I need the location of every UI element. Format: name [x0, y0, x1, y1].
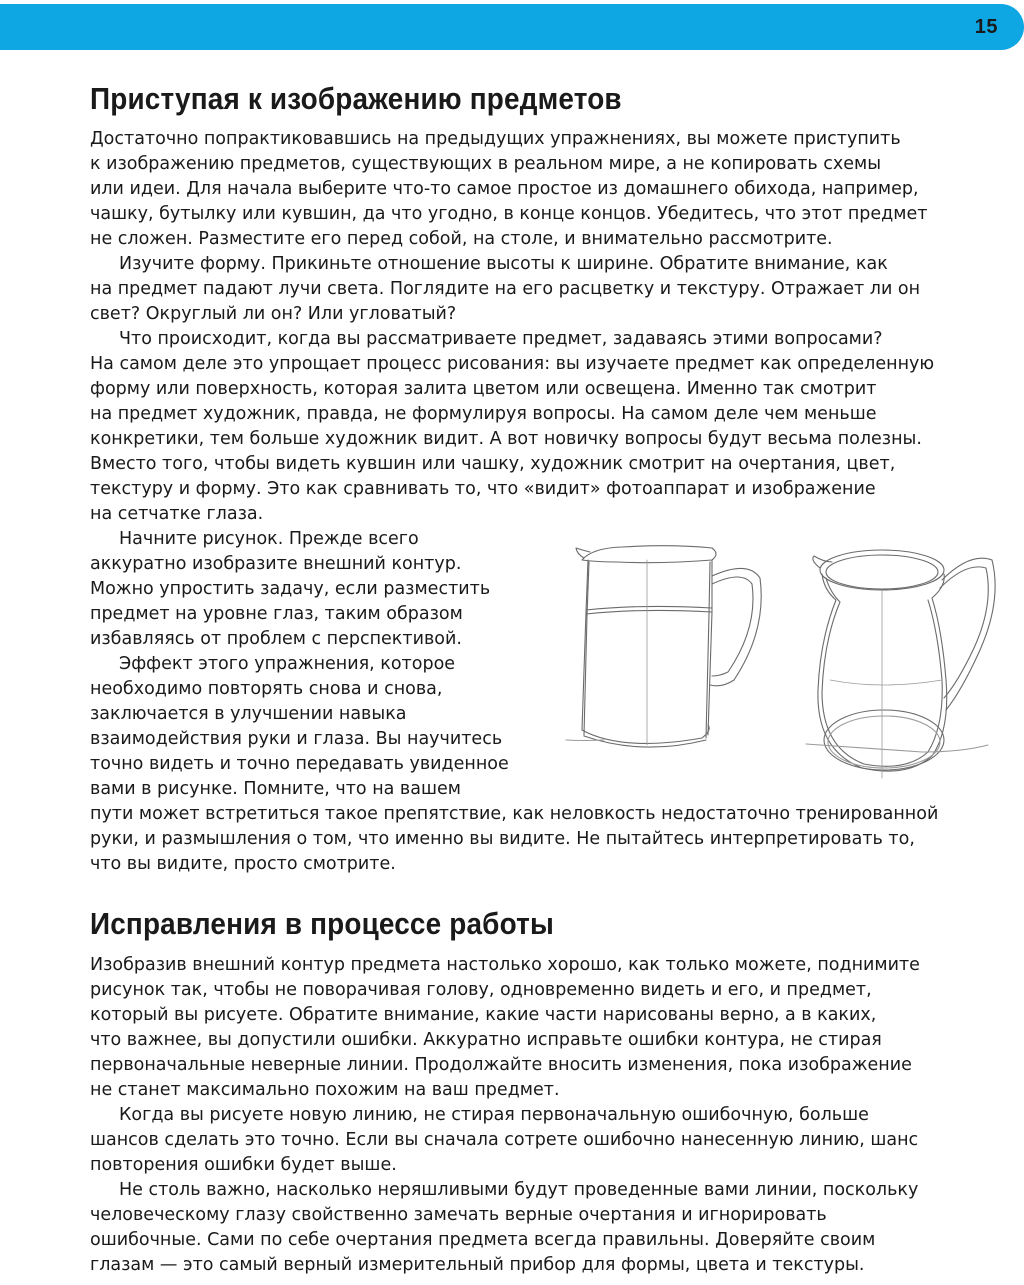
text-line: руки, и размышления о том, что именно вы видите. Не пытайтесь интерпретировать то,	[90, 829, 915, 849]
jug-sketch-left	[566, 546, 761, 747]
text-line: конкретики, тем больше художник видит. А вот новичку вопросы будут весьма полезны.	[90, 429, 922, 449]
text-line: что вы видите, просто смотрите.	[90, 854, 396, 874]
page-header-bar	[0, 4, 1024, 50]
section-heading-corrections: Исправления в процессе работы	[90, 906, 554, 941]
page-number: 15	[974, 16, 998, 38]
jug-sketch-illustration	[562, 530, 1002, 795]
text-line: к изображению предметов, существующих в реальном мире, а не копировать схемы	[90, 154, 882, 174]
text-line: Достаточно попрактиковавшись на предыдущих упражнениях, вы можете приступить	[90, 129, 901, 149]
text-line: повторения ошибки будет выше.	[90, 1155, 397, 1175]
text-line: Изобразив внешний контур предмета настолько хорошо, как только можете, поднимите	[90, 955, 920, 975]
text-line: Можно упростить задачу, если разместить	[90, 579, 491, 599]
text-line: не станет максимально похожим на ваш предмет.	[90, 1080, 560, 1100]
text-line: человеческому глазу свойственно замечать верные очертания и игнорировать	[90, 1205, 827, 1225]
text-line: Изучите форму. Прикиньте отношение высоты к ширине. Обратите внимание, как	[119, 254, 888, 274]
text-line: взаимодействия руки и глаза. Вы научитесь	[90, 729, 503, 749]
text-line: заключается в улучшении навыка	[90, 704, 407, 724]
text-line: вами в рисунке. Помните, что на вашем	[90, 779, 461, 799]
text-line: Начните рисунок. Прежде всего	[119, 529, 419, 549]
text-line: не сложен. Разместите его перед собой, на столе, и внимательно рассмотрите.	[90, 229, 833, 249]
text-line: чашку, бутылку или кувшин, да что угодно, в конце концов. Убедитесь, что этот предмет	[90, 204, 928, 224]
text-line: свет? Округлый ли он? Или угловатый?	[90, 304, 457, 324]
text-line: шансов сделать это точно. Если вы сначала сотрете ошибочно нанесенную линию, шанс	[90, 1130, 919, 1150]
text-line: что важнее, вы допустили ошибки. Аккуратно исправьте ошибки контура, не стирая	[90, 1030, 882, 1050]
text-line: Вместо того, чтобы видеть кувшин или чашку, художник смотрит на очертания, цвет,	[90, 454, 896, 474]
text-line: Что происходит, когда вы рассматриваете предмет, задаваясь этими вопросами?	[119, 329, 883, 349]
text-line: первоначальные неверные линии. Продолжайте вносить изменения, пока изображение	[90, 1055, 912, 1075]
text-line: глазам — это самый верный измерительный прибор для формы, цвета и текстуры.	[90, 1255, 865, 1275]
text-line: избавляясь от проблем с перспективой.	[90, 629, 462, 649]
text-line: который вы рисуете. Обратите внимание, какие части нарисованы верно, а в каких,	[90, 1005, 877, 1025]
text-line: текстуру и форму. Это как сравнивать то, что «видит» фотоаппарат и изображение	[90, 479, 876, 499]
text-line: ошибочные. Сами по себе очертания предмета всегда правильны. Доверяйте своим	[90, 1230, 876, 1250]
text-line: На самом деле это упрощает процесс рисования: вы изучаете предмет как определенную	[90, 354, 935, 374]
text-line: необходимо повторять снова и снова,	[90, 679, 443, 699]
section-heading-drawing-objects: Приступая к изображению предметов	[90, 81, 622, 116]
text-line: рисунок так, чтобы не поворачивая голову, одновременно видеть и его, и предмет,	[90, 980, 872, 1000]
text-line: на предмет художник, правда, не формулируя вопросы. На самом деле чем меньше	[90, 404, 877, 424]
jug-sketch-right	[806, 550, 995, 778]
text-line: предмет на уровне глаз, таким образом	[90, 604, 463, 624]
text-line: или идеи. Для начала выберите что-то самое простое из домашнего обихода, например,	[90, 179, 919, 199]
text-line: форму или поверхность, которая залита цветом или освещена. Именно так смотрит	[90, 379, 877, 399]
section-body-corrections	[90, 953, 920, 1278]
text-line: Когда вы рисуете новую линию, не стирая первоначальную ошибочную, больше	[119, 1105, 869, 1125]
text-line: пути может встретиться такое препятствие, как неловкость недостаточно тренированной	[90, 804, 939, 824]
text-line: аккуратно изобразите внешний контур.	[90, 554, 462, 574]
text-line: Не столь важно, насколько неряшливыми будут проведенные вами линии, поскольку	[119, 1180, 919, 1200]
text-line: на предмет падают лучи света. Поглядите на его расцветку и текстуру. Отражает ли он	[90, 279, 921, 299]
text-line: на сетчатке глаза.	[90, 504, 264, 524]
text-line: Эффект этого упражнения, которое	[119, 654, 456, 674]
text-line: точно видеть и точно передавать увиденное	[90, 754, 509, 774]
